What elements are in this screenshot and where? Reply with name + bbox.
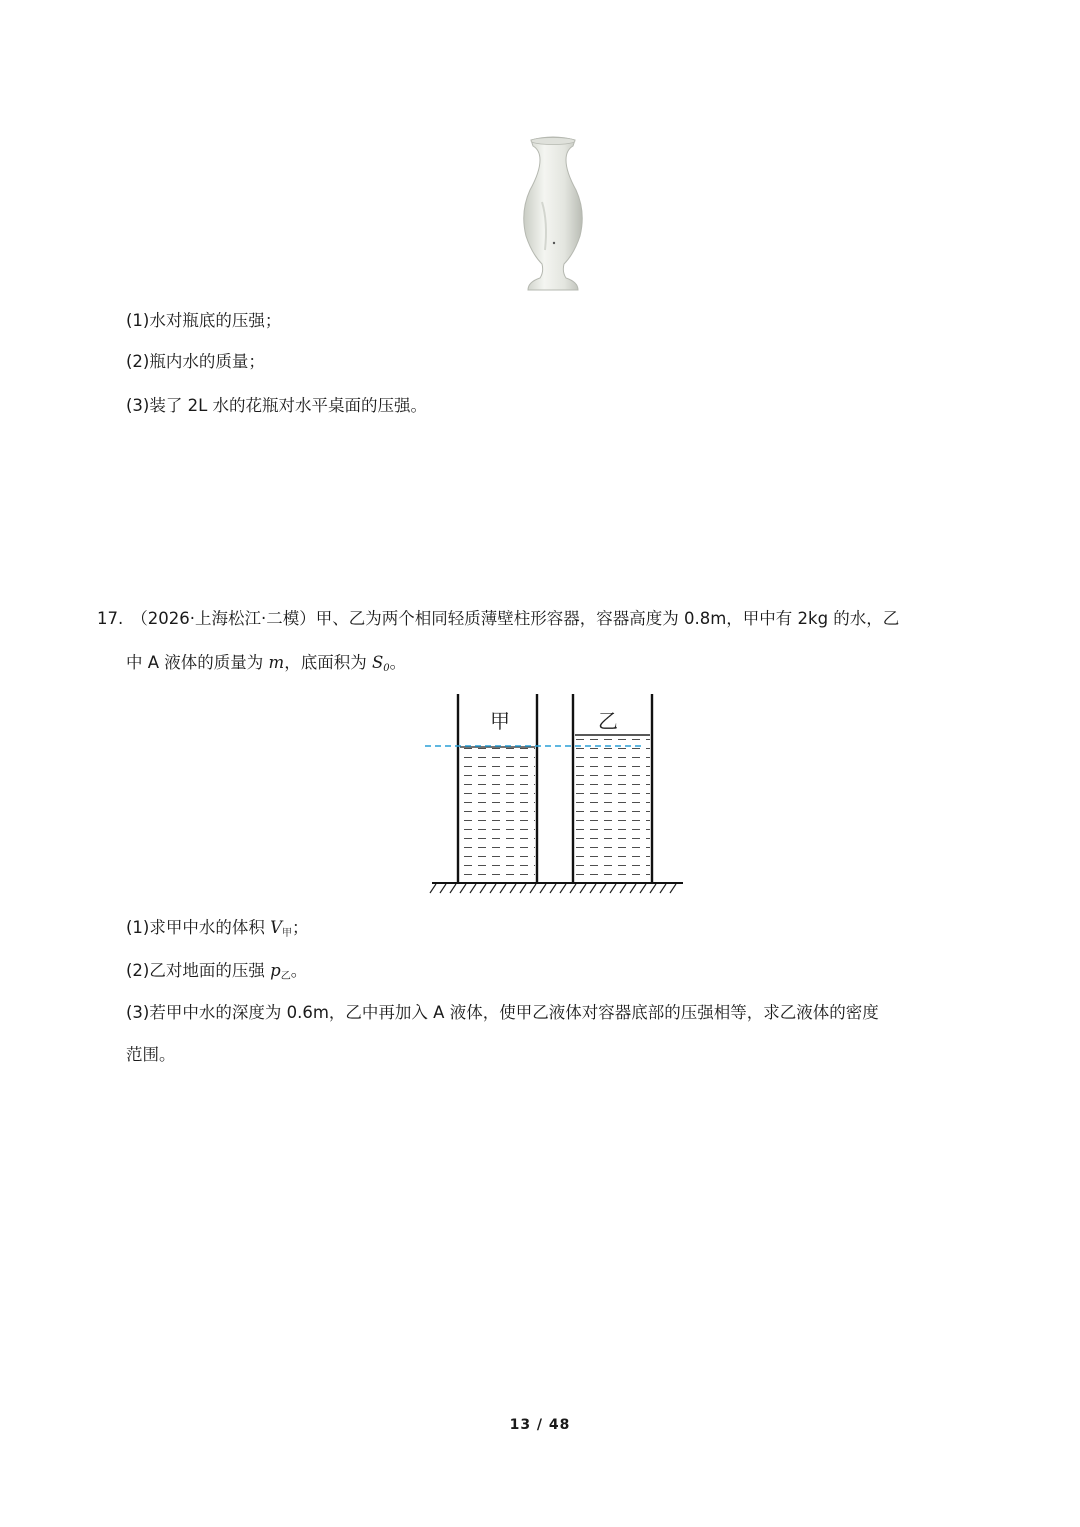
volume-subscript: 甲 <box>282 928 293 939</box>
stem-text: 中 A 液体的质量为 <box>126 653 269 672</box>
label-yi: 乙 <box>598 709 618 733</box>
problem-17-question-3-line-1: (3)若甲中水的深度为 0.6m，乙中再加入 A 液体，使甲乙液体对容器底部的压强相等，求乙液体的密度 <box>126 1003 879 1022</box>
page-number: 13 / 48 <box>509 1417 571 1433</box>
problem-source: （2026·上海松江·二模） <box>131 609 316 628</box>
containers-figure <box>420 690 690 896</box>
problem-17-stem-line-1 <box>97 607 899 631</box>
stem-text: 。 <box>389 653 407 672</box>
area-subscript: 0 <box>383 663 390 674</box>
pressure-variable: p <box>270 961 281 980</box>
problem-17-question-2 <box>126 959 307 989</box>
question-text: 。 <box>290 961 308 980</box>
problem-17-question-1 <box>126 916 309 946</box>
liquid-in-yi <box>575 735 650 882</box>
vase-question-3: (3)装了 2L 水的花瓶对水平桌面的压强。 <box>126 396 428 415</box>
vase-question-2: (2)瓶内水的质量； <box>126 352 265 371</box>
volume-variable: V <box>270 918 283 937</box>
question-text: (1)求甲中水的体积 <box>126 918 271 937</box>
label-jia: 甲 <box>490 709 510 733</box>
ground-hatching <box>430 884 676 893</box>
problem-number: 17. <box>97 609 124 628</box>
problem-stem: 甲、乙为两个相同轻质薄壁柱形容器，容器高度为 0.8m，甲中有 2kg 的水，乙 <box>315 609 900 628</box>
problem-17-stem-line-2 <box>126 651 406 681</box>
pressure-subscript: 乙 <box>280 971 291 982</box>
question-text: ； <box>292 918 309 937</box>
question-text: (2)乙对地面的压强 <box>126 961 271 980</box>
vase-question-1: (1)水对瓶底的压强； <box>126 311 282 330</box>
mass-variable: m <box>268 653 285 672</box>
stem-text: ，底面积为 <box>284 653 372 672</box>
problem-17-question-3-line-2: 范围。 <box>126 1045 176 1064</box>
vase-image <box>512 132 594 296</box>
water-in-jia <box>460 747 535 882</box>
area-variable: S <box>371 653 384 672</box>
